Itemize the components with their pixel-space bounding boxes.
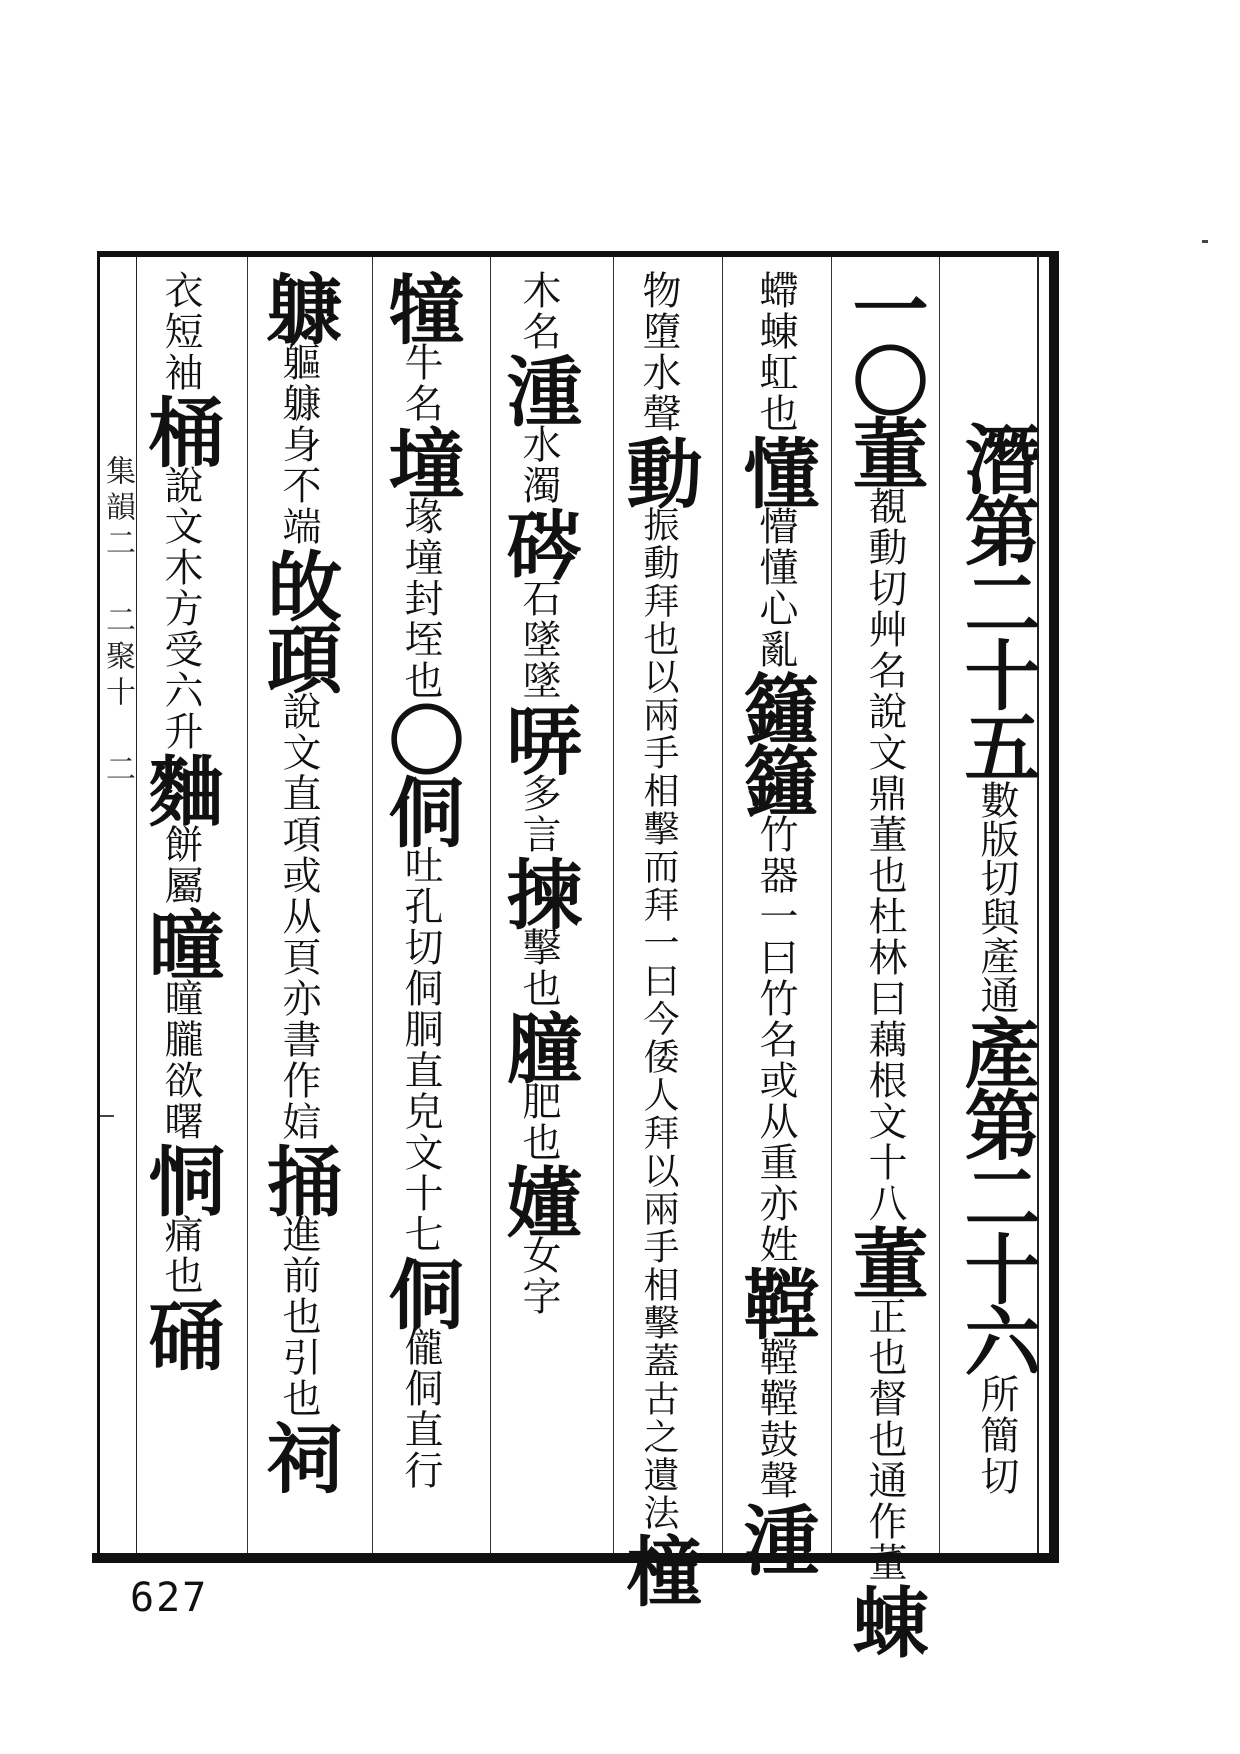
entry-head: 一〇董 [840, 270, 929, 486]
entry-head: 橦 [614, 1532, 703, 1604]
entry-head: 墥 [376, 424, 465, 496]
entry-head: 董 [840, 1224, 929, 1296]
text-column-6 [376, 270, 465, 1550]
column-rule [247, 257, 248, 1553]
note: 所簡切 [974, 1374, 1019, 1497]
frame-bottom-rule [92, 1553, 1057, 1563]
note: 振動拜也以兩手相擊而拜一曰今倭人拜以兩手相擊蓋古之遺法 [638, 506, 679, 1532]
note: 鞺鞺鼓聲 [753, 1337, 798, 1501]
note: 進前也引也 [276, 1214, 321, 1419]
entry-head: 哢 [494, 701, 583, 773]
frame-right-rule [1049, 251, 1059, 1563]
column-rule [490, 257, 491, 1553]
column-rule [722, 257, 723, 1553]
note: 懵懂心亂 [753, 506, 798, 670]
text-column-4 [614, 270, 703, 1604]
text-column-3 [731, 270, 820, 1573]
entry-head: 敀頙 [254, 547, 343, 691]
entry-head: 恫 [136, 1142, 225, 1214]
note: 堟墥封垤也 [398, 496, 443, 701]
entry-head: 侗 [376, 1255, 465, 1327]
entry-head: 捅 [254, 1142, 343, 1214]
note: 說文木方受六升 [158, 465, 203, 752]
note: 曈朧欲曙 [158, 978, 203, 1142]
frame-left-rule [97, 251, 100, 1556]
entry-head: 籦籦 [731, 670, 820, 814]
note: 儱侗直行 [398, 1327, 443, 1491]
entry-head: 湩 [494, 352, 583, 424]
entry-head: 湩 [731, 1501, 820, 1573]
rhyme-heading: 產第二十六 [952, 1014, 1041, 1374]
text-column-8 [136, 270, 225, 1550]
note: 物墮水聲 [636, 270, 681, 434]
entry-head: 桶 [136, 393, 225, 465]
note: 正也督也通作董 [862, 1296, 907, 1583]
entry-head: 犝 [376, 270, 465, 342]
margin-note: 集韻二 二聚十 二 [100, 455, 135, 789]
scan-speck [1202, 240, 1208, 243]
entry-head: 祠 [254, 1419, 343, 1491]
column-rule [372, 257, 373, 1553]
entry-head: 揀 [494, 855, 583, 927]
note: 水濁 [516, 424, 561, 506]
note: 石墜墜 [516, 578, 561, 701]
entry-head: 膧 [494, 1009, 583, 1081]
column-rule [831, 257, 832, 1553]
note: 覩動切艸名說文鼎董也杜林曰藕根文十八 [862, 486, 907, 1224]
note: 擊也 [516, 927, 561, 1009]
frame-top-rule [97, 251, 1057, 257]
note: 竹器一曰竹名或从重亦姓 [753, 814, 798, 1265]
rhyme-heading: 潛第二十五 [952, 420, 1041, 780]
entry-head: 躿 [254, 270, 343, 342]
note: 螮蝀虹也 [753, 270, 798, 434]
text-column-1 [952, 420, 1041, 1700]
note: 女字 [516, 1235, 561, 1317]
entry-head: 懂 [731, 434, 820, 506]
entry-head: 嬞 [494, 1163, 583, 1235]
column-rule [939, 257, 940, 1553]
note: 軀躿身不端 [276, 342, 321, 547]
text-column-2 [840, 270, 929, 1655]
note: 說文直項或从頁亦書作娮 [276, 691, 321, 1142]
entry-head: 鞺 [731, 1265, 820, 1337]
entry-head: 麯 [136, 752, 225, 824]
entry-head: 曈 [136, 906, 225, 978]
text-column-7 [254, 270, 343, 1550]
scan-speck [100, 1115, 114, 1117]
note: 餅屬 [158, 824, 203, 906]
note: 牛名 [398, 342, 443, 424]
entry-head: 蝀 [840, 1583, 929, 1655]
note: 吐孔切侗胴直皃文十七 [398, 845, 443, 1255]
page-number: 627 [130, 1575, 209, 1621]
note: 衣短袖 [158, 270, 203, 393]
note: 數版切與產通 [974, 780, 1019, 1014]
entry-head: 硧 [136, 1296, 225, 1368]
entry-head: 動 [614, 434, 703, 506]
entry-head: 〇侗 [376, 701, 465, 845]
note: 木名 [516, 270, 561, 352]
entry-head: 硶 [494, 506, 583, 578]
note: 痛也 [158, 1214, 203, 1296]
note: 多言 [516, 773, 561, 855]
note: 肥也 [516, 1081, 561, 1163]
text-column-5 [494, 270, 583, 1550]
